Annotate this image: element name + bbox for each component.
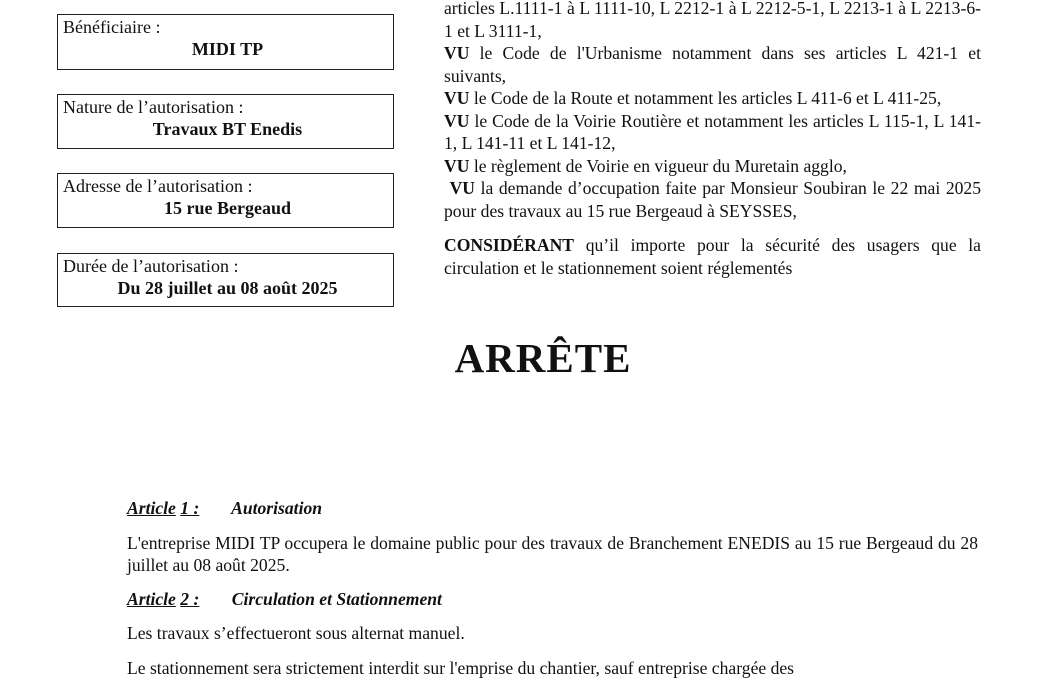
nature-label: Nature de l’autorisation :	[58, 95, 393, 118]
beneficiaire-label: Bénéficiaire :	[58, 15, 393, 38]
vu-label: VU	[444, 111, 469, 131]
article-1-paragraph: L'entreprise MIDI TP occupera le domaine public pour des travaux de Branchement ENEDIS au 15 rue Bergeaud du 28 juillet au 08 août 2025.	[127, 532, 978, 577]
vu-label: VU	[444, 43, 469, 63]
nature-box	[57, 94, 394, 149]
visa-urbanisme	[444, 42, 981, 87]
article-2-heading: Circulation et Stationnement	[232, 589, 442, 609]
adresse-box	[57, 173, 394, 228]
article-1-heading: Autorisation	[231, 498, 322, 518]
visa-demande-text: la demande d’occupation faite par Monsieur Soubiran le 22 mai 2025 pour des travaux au 15 rue Bergeaud à SEYSSES,	[444, 178, 981, 221]
vu-label: VU	[444, 156, 469, 176]
vu-label: VU	[450, 178, 475, 198]
articles-block	[127, 497, 978, 679]
article-2-word: Article	[127, 589, 176, 609]
article-2-paragraph-2: Le stationnement sera strictement interdit sur l'emprise du chantier, sauf entreprise chargée des	[127, 657, 978, 679]
vu-label: VU	[444, 88, 469, 108]
beneficiaire-box	[57, 14, 394, 70]
article-2-number: 2 :	[180, 589, 199, 609]
adresse-value: 15 rue Bergeaud	[58, 197, 393, 219]
duree-label: Durée de l’autorisation :	[58, 254, 393, 277]
adresse-label: Adresse de l’autorisation :	[58, 174, 393, 197]
nature-value: Travaux BT Enedis	[58, 118, 393, 140]
arrete-heading: ARRÊTE	[0, 334, 1058, 382]
duree-box	[57, 253, 394, 307]
article-2-title	[127, 588, 978, 611]
visa-voirie	[444, 110, 981, 155]
visas-block	[444, 0, 981, 279]
considerant-label: CONSIDÉRANT	[444, 235, 574, 255]
article-2-paragraph-1: Les travaux s’effectueront sous alternat manuel.	[127, 622, 978, 645]
considerant	[444, 234, 981, 279]
visa-urbanisme-text: le Code de l'Urbanisme notamment dans ses articles L 421-1 et suivants,	[444, 43, 981, 86]
article-1-title	[127, 497, 978, 520]
duree-value: Du 28 juillet au 08 août 2025	[58, 277, 393, 299]
visa-reglement	[444, 155, 981, 178]
visa-voirie-text: le Code de la Voirie Routière et notamment les articles L 115-1, L 141-1, L 141-11 et L 141-12,	[444, 111, 981, 154]
visa-line-0: articles L.1111-1 à L 1111-10, L 2212-1 à L 2212-5-1, L 2213-1 à L 2213-6-1 et L 3111-1,	[444, 0, 981, 42]
beneficiaire-value: MIDI TP	[58, 38, 393, 60]
visa-demande	[444, 177, 981, 222]
article-1-word: Article	[127, 498, 176, 518]
visa-reglement-text: le règlement de Voirie en vigueur du Muretain agglo,	[474, 156, 847, 176]
visa-route	[444, 87, 981, 110]
considerant-text: qu’il importe pour la sécurité des usagers que la circulation et le stationnement soient réglementés	[444, 235, 981, 278]
article-1-number: 1 :	[180, 498, 199, 518]
visa-route-text: le Code de la Route et notamment les articles L 411-6 et L 411-25,	[474, 88, 941, 108]
